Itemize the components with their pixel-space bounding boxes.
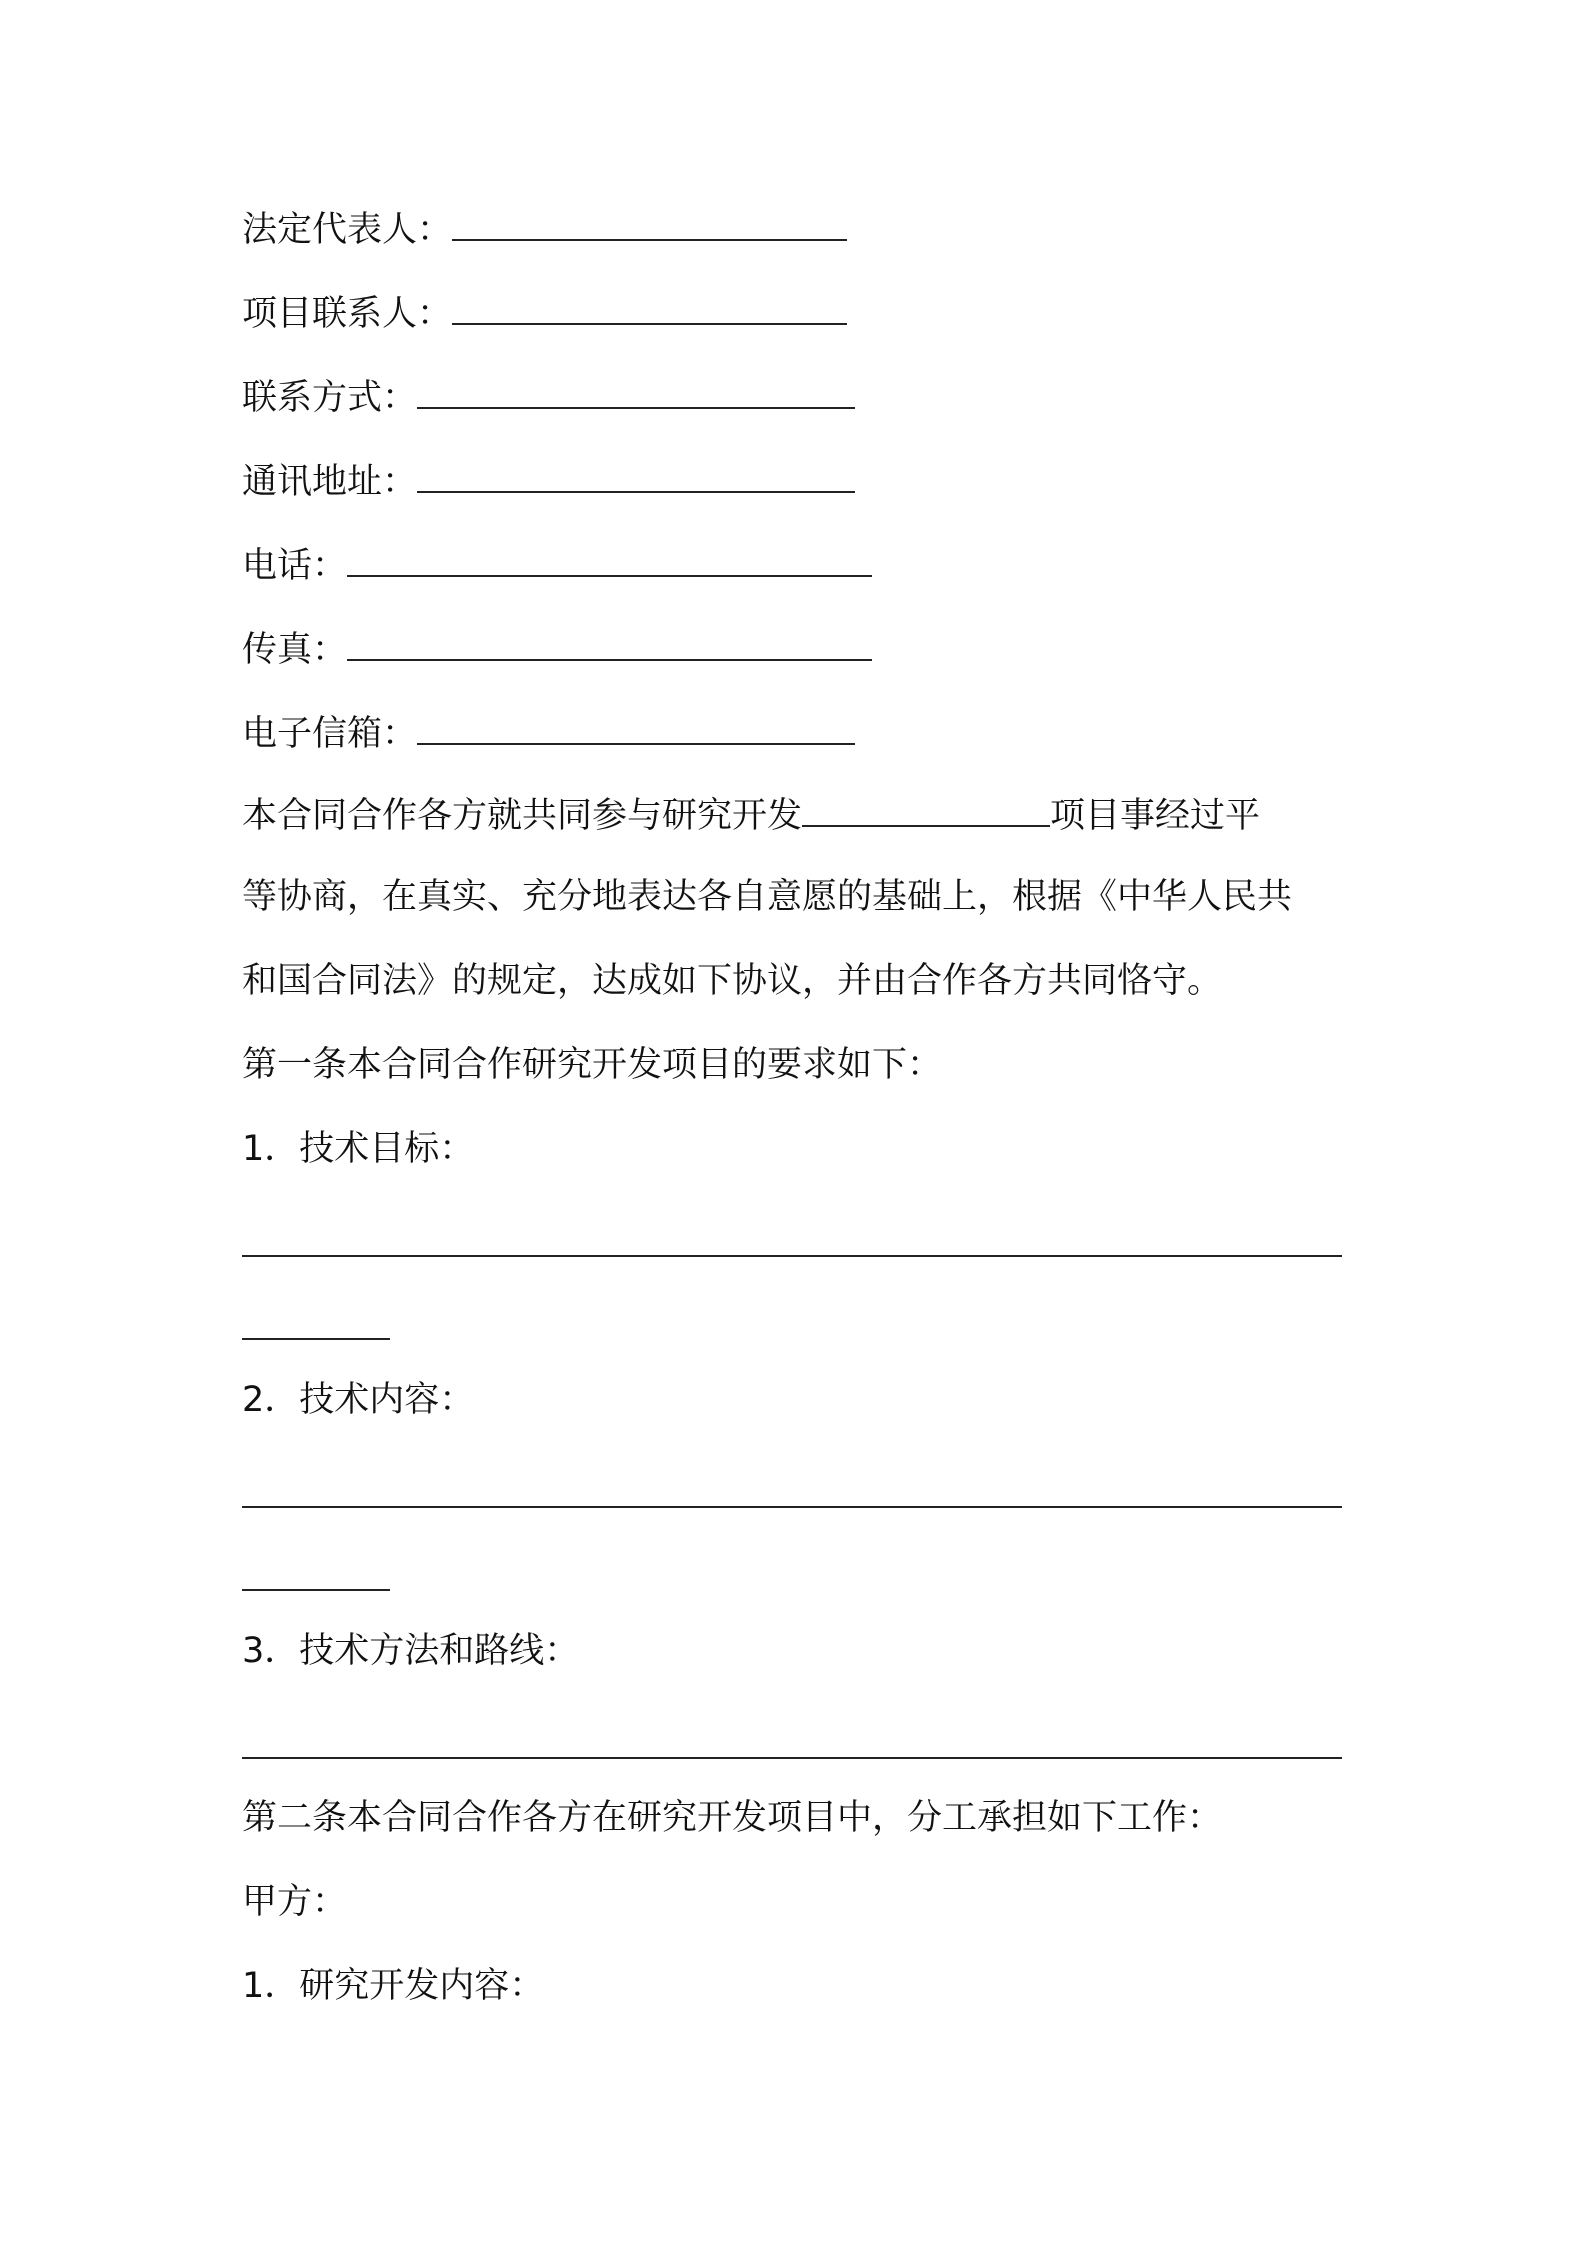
contact-method-blank[interactable]	[417, 373, 855, 409]
tech-content-blank-2[interactable]	[242, 1589, 390, 1591]
address-line	[242, 457, 855, 504]
preamble-end: 项目事经过平	[1050, 796, 1261, 836]
contact-method-line	[242, 373, 855, 420]
phone-line	[242, 541, 872, 588]
fax-blank[interactable]	[347, 625, 872, 661]
tech-goal-blank-2[interactable]	[242, 1338, 390, 1340]
legal-rep-label: 法定代表人：	[242, 210, 453, 250]
email-line	[242, 709, 855, 756]
party-a-label: 甲方：	[242, 1882, 348, 1922]
legal-rep-blank[interactable]	[452, 205, 847, 241]
preamble-start: 本合同合作各方就共同参与研究开发	[242, 796, 803, 836]
legal-rep-line	[242, 205, 847, 252]
phone-label: 电话：	[242, 546, 348, 586]
address-blank[interactable]	[417, 457, 855, 493]
email-blank[interactable]	[417, 709, 855, 745]
preamble-line-3: 和国合同法》的规定，达成如下协议，并由合作各方共同恪守。	[242, 961, 1223, 1001]
address-label: 通讯地址：	[242, 462, 418, 502]
fax-label: 传真：	[242, 630, 348, 670]
article-2-title: 第二条本合同合作各方在研究开发项目中，分工承担如下工作：	[242, 1798, 1223, 1838]
tech-goal-label: 1．技术目标：	[242, 1129, 475, 1169]
project-contact-label: 项目联系人：	[242, 294, 453, 334]
fax-line	[242, 625, 872, 672]
project-name-blank[interactable]	[802, 791, 1050, 827]
phone-blank[interactable]	[347, 541, 872, 577]
tech-content-blank-1[interactable]	[242, 1506, 1342, 1508]
email-label: 电子信箱：	[242, 714, 418, 754]
contact-method-label: 联系方式：	[242, 378, 418, 418]
tech-method-blank[interactable]	[242, 1757, 1342, 1759]
article-1-title: 第一条本合同合作研究开发项目的要求如下：	[242, 1045, 943, 1085]
tech-content-label: 2．技术内容：	[242, 1380, 475, 1420]
tech-goal-blank-1[interactable]	[242, 1255, 1342, 1257]
preamble-line-2: 等协商，在真实、充分地表达各自意愿的基础上，根据《中华人民共	[242, 877, 1293, 917]
project-contact-blank[interactable]	[452, 289, 847, 325]
preamble-line-1	[242, 791, 1260, 838]
tech-method-label: 3．技术方法和路线：	[242, 1631, 580, 1671]
project-contact-line	[242, 289, 847, 336]
rd-content-label: 1．研究开发内容：	[242, 1966, 545, 2006]
